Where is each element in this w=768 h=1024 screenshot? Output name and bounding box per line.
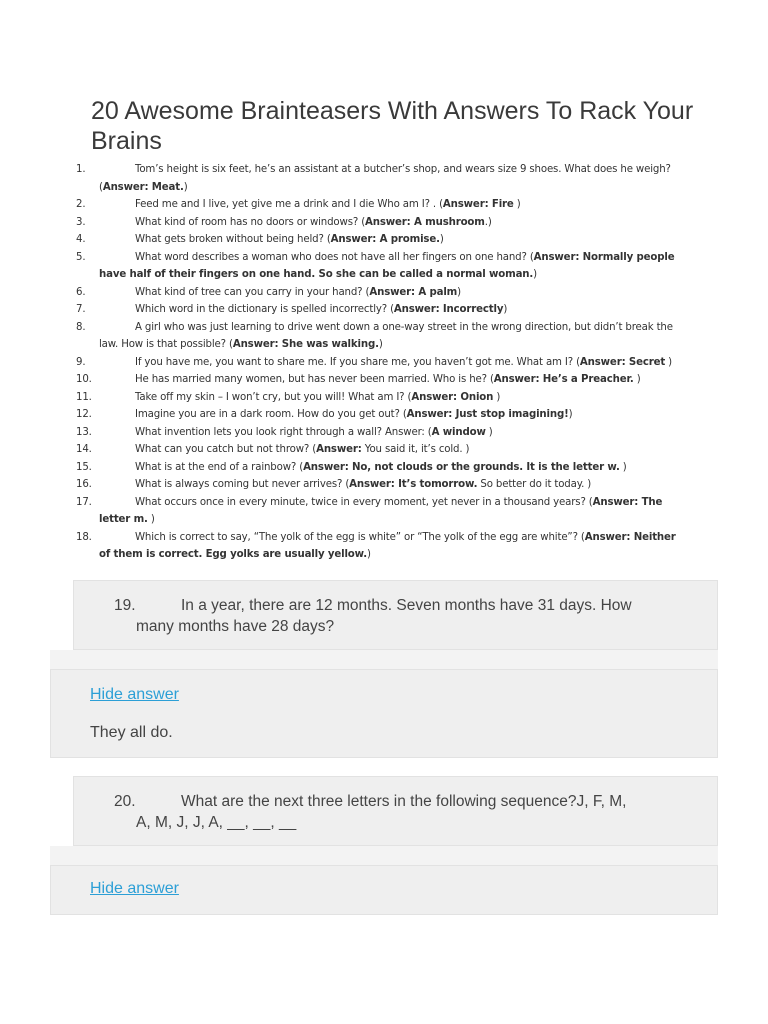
answer-tail: ) [533,269,537,280]
item-number: 15. [76,461,92,473]
item-number: 18. [76,531,92,543]
question-line: In a year, there are 12 months. Seven months have 31 days. How [181,597,632,614]
list-item [76,494,676,529]
divider-band [50,846,718,865]
question-text: What kind of tree can you carry in your hand? ( [135,286,370,298]
item-number: 13. [76,426,92,438]
question-line: What are the next three letters in the following sequence?J, F, M, [181,793,627,810]
question-text: What gets broken without being held? ( [135,234,331,245]
question-text: Which is correct to say, “The yolk of the egg is white” or “The yolk of the egg are white”? ( [135,531,585,543]
hide-answer-link[interactable]: Hide answer [90,880,179,897]
list-item [76,476,676,494]
answer-text: Answer: Secret [579,356,666,368]
answer-tail: ) [568,409,573,420]
list-item [76,529,676,564]
answer-text: A window [431,426,486,438]
answer-tail: .) [484,216,492,228]
question-text: What kind of room has no doors or windows? ( [135,216,366,228]
answer-tail: ) [633,374,641,385]
question-list [76,161,676,564]
answer-tail: ) [367,549,371,560]
divider-band [50,650,718,669]
list-item [76,301,676,319]
question-text: A girl who was just learning to drive went down a one-way street in the wrong direction, but didn’t break the law. How is that possible? ( [99,321,673,350]
list-item [76,424,676,442]
list-item [76,354,676,372]
item-number: 17. [76,496,92,508]
question-text: What occurs once in every minute, twice in every moment, yet never in a thousand years? ( [135,496,593,508]
item-number: 10. [76,374,92,385]
answer-tail: ) [485,426,493,438]
answer-text: Answer: Onion [411,391,494,403]
question-20-box [73,776,718,846]
answer-text: Answer: Normally people have half of their fingers on one hand. So she can be called a normal woman. [99,251,675,280]
item-number: 6. [76,286,86,298]
question-text: What is always coming but never arrives? ( [135,479,350,490]
item-number: 7. [76,304,86,315]
list-item [76,284,676,302]
answer-tail: ) [513,199,521,210]
answer-text: Answer: Incorrectly [393,304,504,315]
question-text: Tom’s height is six feet, he’s an assistant at a butcher’s shop, and wears size 9 shoes. What does he weigh? ( [99,164,671,193]
list-item [76,196,676,214]
question-text: What word describes a woman who does not have all her fingers on one hand? ( [135,251,534,263]
answer-tail: ) [665,356,672,368]
answer-tail: ) [439,234,444,245]
hide-answer-link[interactable]: Hide answer [90,686,179,703]
answer-text: Answer: A promise. [330,234,440,245]
answer-text: Answer: He’s a Preacher. [493,374,634,385]
answer-text: Answer: Meat. [102,181,184,193]
list-item [76,441,676,459]
item-number: 12. [76,409,92,420]
answer-text: Answer: [316,444,362,455]
item-number: 16. [76,479,92,490]
answer-text: Answer: Just stop imagining! [406,409,569,420]
list-item [76,214,676,232]
item-number: 4. [76,234,86,245]
question-text: What is at the end of a rainbow? ( [135,461,304,473]
question-text: Take off my skin – I won’t cry, but you will! What am I? ( [135,391,412,403]
list-item [76,231,676,249]
item-number: 1. [76,164,86,175]
answer-20-panel [50,865,718,915]
answer-tail: ) [493,391,501,403]
answer-tail: So better do it today. ) [477,479,592,490]
question-text: What can you catch but not throw? ( [135,444,317,455]
list-item [76,161,676,196]
answer-tail: ) [183,181,188,193]
answer-text: Answer: Fire [442,199,514,210]
item-number: 3. [76,216,86,228]
list-item [76,249,676,284]
question-20-text [114,791,704,833]
item-number: 20. [114,793,136,810]
item-number: 11. [76,391,92,403]
answer-text: Answer: The letter m. [99,496,663,525]
answer-text: Answer: She was walking. [232,339,379,350]
answer-text: Answer: A palm [369,286,458,298]
question-text: Feed me and I live, yet give me a drink and I die Who am I? . ( [135,199,443,210]
answer-19-panel [50,669,718,758]
answer-text: They all do. [90,724,173,741]
answer-tail: ) [503,304,508,315]
answer-text: Answer: Neither of them is correct. Egg yolks are usually yellow. [99,531,676,560]
page-title: 20 Awesome Brainteasers With Answers To Rack Your Brains [91,97,694,155]
list-item [76,459,676,477]
item-number: 8. [76,321,86,333]
question-text: What invention lets you look right through a wall? Answer: ( [135,426,432,438]
answer-text: Answer: A mushroom [365,216,485,228]
answer-text: Answer: It’s tomorrow. [349,479,478,490]
answer-tail: You said it, it’s cold. ) [361,444,470,455]
question-text: Imagine you are in a dark room. How do you get out? ( [135,409,407,420]
list-item [76,319,676,354]
question-19-text [114,595,704,637]
answer-tail: ) [378,339,383,350]
answer-tail: ) [619,461,627,473]
list-item [76,406,676,424]
answer-tail: ) [147,514,155,525]
question-text: He has married many women, but has never been married. Who is he? ( [135,374,494,385]
list-item [76,389,676,407]
item-number: 14. [76,444,92,455]
item-number: 5. [76,251,86,263]
question-19-box [73,580,718,650]
item-number: 9. [76,356,86,368]
question-line: many months have 28 days? [136,618,335,635]
item-number: 19. [114,597,136,614]
question-text: Which word in the dictionary is spelled incorrectly? ( [135,304,394,315]
item-number: 2. [76,199,86,210]
answer-text: Answer: No, not clouds or the grounds. It is the letter w. [303,461,620,473]
answer-tail: ) [457,286,461,298]
question-text: If you have me, you want to share me. If you share me, you haven’t got me. What am I? ( [135,356,580,368]
list-item [76,371,676,389]
question-line: A, M, J, J, A, __, __, __ [136,814,297,831]
